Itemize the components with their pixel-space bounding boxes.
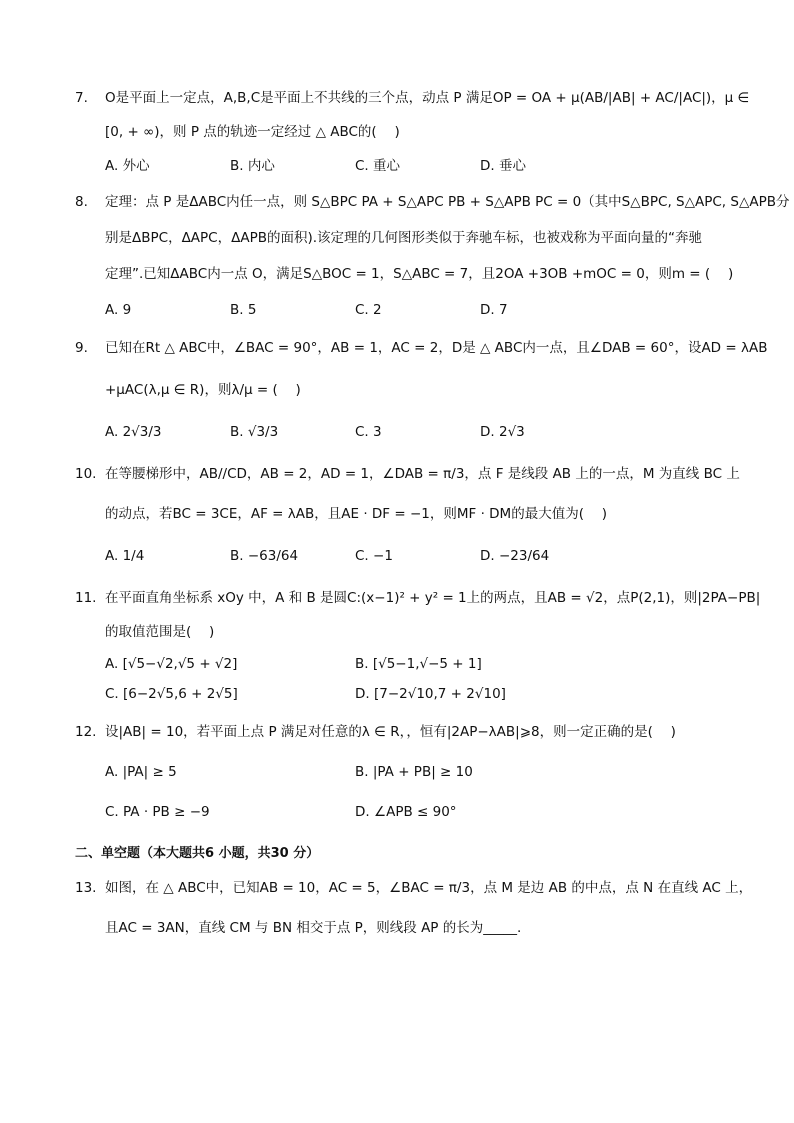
option-c: C. PA · PB ≥ −9 [105,804,210,820]
question-text-line: O是平面上一定点，A,B,C是平面上不共线的三个点，动点 P 满足OP = OA + μ(AB/|AB| + AC/|AC|)，μ ∈ [105,90,750,106]
option-b: B. [√5−1,√−5 + 1] [355,656,482,672]
question-text-line: 设|AB| = 10，若平面上点 P 满足对任意的λ ∈ R，，恒有|2AP−λAB|⩾8，则一定正确的是( ) [105,724,676,740]
question-text-line: 在平面直角坐标系 xOy 中，A 和 B 是圆C:(x−1)² + y² = 1上的两点，且AB = √2，点P(2,1)，则|2PA−PB| [105,590,761,606]
question-text-line: 别是ΔBPC，ΔAPC，ΔAPB的面积).该定理的几何图形类似于奔驰车标，也被戏称为平面向量的“奔驰 [105,230,703,246]
question-number: 9. [75,340,88,356]
question-number: 13. [75,880,97,896]
section-title: 二、单空题（本大题共6 小题，共30 分） [75,846,320,861]
option-b: B. |PA + PB| ≥ 10 [355,764,473,780]
option-a: A. [√5−√2,√5 + √2] [105,656,238,672]
question-text-line: +μAC(λ,μ ∈ R)，则λ/μ = ( ) [105,382,301,398]
question-number: 8. [75,194,88,210]
option-c: C. [6−2√5,6 + 2√5] [105,686,238,702]
option-c: C. 重心 [355,158,401,174]
option-b: B. 内心 [230,158,275,174]
option-c: C. 3 [355,424,382,440]
option-d: D. ∠APB ≤ 90° [355,804,457,820]
question-text-line: 定理”.已知ΔABC内一点 O，满足S△BOC = 1，S△ABC = 7，且2OA +3OB +mOC = 0，则m = ( ) [105,266,734,282]
option-b: B. √3/3 [230,424,279,440]
option-d: D. −23/64 [480,548,550,564]
option-c: C. −1 [355,548,393,564]
question-text-line: 如图，在 △ ABC中，已知AB = 10，AC = 5，∠BAC = π/3，点 M 是边 AB 的中点，点 N 在直线 AC 上， [105,880,753,896]
question-text-line: 的取值范围是( ) [105,624,215,640]
option-b: B. 5 [230,302,257,318]
option-c: C. 2 [355,302,382,318]
option-b: B. −63/64 [230,548,299,564]
question-number: 11. [75,590,97,606]
question-number: 10. [75,466,97,482]
option-a: A. 9 [105,302,132,318]
option-d: D. [7−2√10,7 + 2√10] [355,686,506,702]
question-number: 7. [75,90,88,106]
question-text-line: 定理：点 P 是ΔABC内任一点，则 S△BPC PA + S△APC PB + S△APB PC = 0（其中S△BPC, S△APC, S△APB分 [105,194,790,210]
option-d: D. 垂心 [480,158,526,174]
question-text-line: 且AC = 3AN，直线 CM 与 BN 相交于点 P，则线段 AP 的长为_____. [105,920,522,936]
question-number: 12. [75,724,97,740]
question-text-line: 已知在Rt △ ABC中，∠BAC = 90°，AB = 1，AC = 2，D是 △ ABC内一点，且∠DAB = 60°，设AD = λAB [105,340,768,356]
option-d: D. 2√3 [480,424,525,440]
option-a: A. 1/4 [105,548,145,564]
question-text-line: 的动点，若BC = 3CE，AF = λAB，且AE · DF = −1，则MF · DM的最大值为( ) [105,506,608,522]
option-a: A. 外心 [105,158,150,174]
question-text-line: [0, + ∞)，则 P 点的轨迹一定经过 △ ABC的( ) [105,124,400,140]
question-text-line: 在等腰梯形中，AB//CD，AB = 2，AD = 1，∠DAB = π/3，点 F 是线段 AB 上的一点，M 为直线 BC 上 [105,466,740,482]
option-a: A. 2√3/3 [105,424,162,440]
option-a: A. |PA| ≥ 5 [105,764,177,780]
option-d: D. 7 [480,302,508,318]
